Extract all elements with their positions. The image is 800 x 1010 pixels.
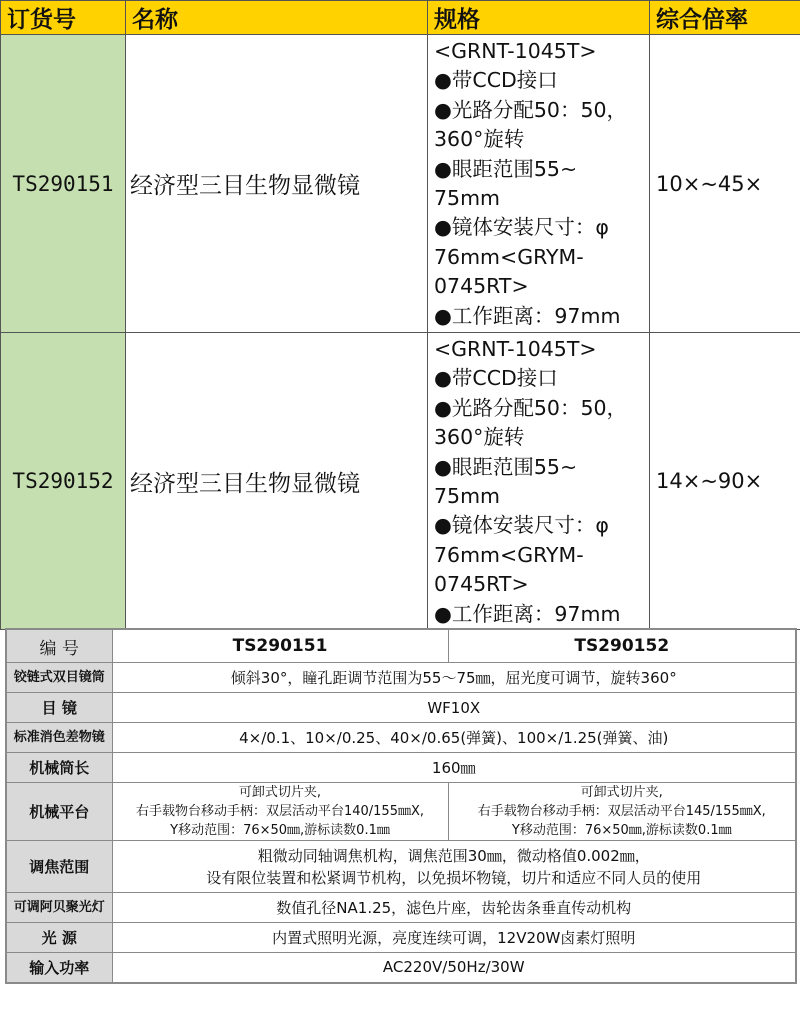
stage-line: Y移动范围：76×50㎜,游标读数0.1㎜ (170, 823, 390, 838)
stage-line: 可卸式切片夹, (238, 785, 322, 800)
row-label: 调焦范围 (6, 841, 112, 893)
row-label: 标准消色差物镜 (6, 723, 112, 753)
row-value: 内置式照明光源，亮度连续可调，12V20W卤素灯照明 (112, 923, 796, 953)
table-row (6, 953, 796, 983)
row-label: 可调阿贝聚光灯 (6, 893, 112, 923)
spec-line: ●工作距离：97mm (434, 601, 621, 626)
row-label: 铰链式双目镜筒 (6, 663, 112, 693)
spec-line: 75mm (434, 484, 501, 509)
row-value: 倾斜30°，瞳孔距调节范围为55～75㎜，屈光度可调节，旋转360° (112, 663, 796, 693)
spec-line: ●镜体安装尺寸：φ (434, 513, 609, 538)
header-name: 名称 (126, 1, 428, 35)
magnification: 14×~90× (650, 333, 800, 630)
focus-line: 设有限位装置和松紧调节机构，以免损坏物镜，切片和适应不同人员的使用 (206, 868, 702, 887)
stage-line: 右手载物台移动手柄：双层活动平台140/155㎜X, (135, 804, 425, 819)
stage-spec-b (448, 783, 796, 841)
table-row (6, 753, 796, 783)
spec-line: ●带CCD接口 (434, 366, 558, 391)
spec-list (428, 333, 650, 630)
spec-line: <GRNT-1045T> (434, 39, 597, 63)
magnification: 10×~45× (650, 35, 800, 333)
product-table-header (1, 1, 800, 35)
spec-line: ●带CCD接口 (434, 68, 558, 93)
model-b: TS290152 (448, 629, 796, 663)
focus-line: 粗微动同轴调焦机构，调焦范围30㎜，微动格值0.002㎜， (257, 846, 650, 865)
stage-spec-a (112, 783, 448, 841)
table-row (1, 35, 800, 333)
table-row (6, 893, 796, 923)
table-row (6, 841, 796, 893)
row-value: 4×/0.1、10×/0.25、40×/0.65(弹簧)、100×/1.25(弹簧、油) (112, 723, 796, 753)
table-row (6, 783, 796, 841)
order-code: TS290151 (1, 35, 126, 333)
table-row (6, 693, 796, 723)
spec-list (428, 35, 650, 333)
spec-line: 75mm (434, 186, 501, 211)
row-label: 编 号 (6, 629, 112, 663)
product-name: 经济型三目生物显微镜 (126, 333, 428, 630)
product-name: 经济型三目生物显微镜 (126, 35, 428, 333)
row-label: 机械筒长 (6, 753, 112, 783)
spec-line: 76mm<GRYM- (434, 244, 584, 269)
spec-line: 360°旋转 (434, 127, 525, 152)
spec-line: ●工作距离：97mm (434, 303, 621, 328)
order-code: TS290152 (1, 333, 126, 630)
row-label: 输入功率 (6, 953, 112, 983)
row-label: 机械平台 (6, 783, 112, 841)
table-row (6, 663, 796, 693)
spec-line: ●镜体安装尺寸：φ (434, 215, 609, 240)
row-value (112, 841, 796, 893)
row-value: WF10X (112, 693, 796, 723)
model-a: TS290151 (112, 629, 448, 663)
row-value: AC220V/50Hz/30W (112, 953, 796, 983)
spec-line: <GRNT-1045T> (434, 337, 597, 361)
table-row (6, 923, 796, 953)
spec-line: ●眼距范围55~ (434, 454, 578, 479)
spec-line: 76mm<GRYM- (434, 542, 584, 567)
spec-table-header (6, 629, 796, 663)
table-row (6, 723, 796, 753)
row-label: 目 镜 (6, 693, 112, 723)
table-row (1, 333, 800, 630)
header-order-no: 订货号 (1, 1, 126, 35)
stage-line: 可卸式切片夹, (580, 785, 663, 800)
stage-line: Y移动范围：76×50㎜,游标读数0.1㎜ (511, 823, 732, 838)
spec-line: 0745RT> (434, 274, 529, 299)
stage-line: 右手载物台移动手柄：双层活动平台145/155㎜X, (477, 804, 766, 819)
row-value: 160㎜ (112, 753, 796, 783)
header-spec: 规格 (428, 1, 650, 35)
spec-line: ●光路分配50：50， (434, 97, 628, 122)
spec-line: ●光路分配50：50， (434, 395, 628, 420)
spec-line: 360°旋转 (434, 425, 525, 450)
header-magnification: 综合倍率 (650, 1, 800, 35)
spec-line: ●眼距范围55~ (434, 156, 578, 181)
row-value: 数值孔径NA1.25，滤色片座，齿轮齿条垂直传动机构 (112, 893, 796, 923)
spec-table (5, 628, 797, 984)
spec-line: 0745RT> (434, 572, 529, 597)
row-label: 光 源 (6, 923, 112, 953)
